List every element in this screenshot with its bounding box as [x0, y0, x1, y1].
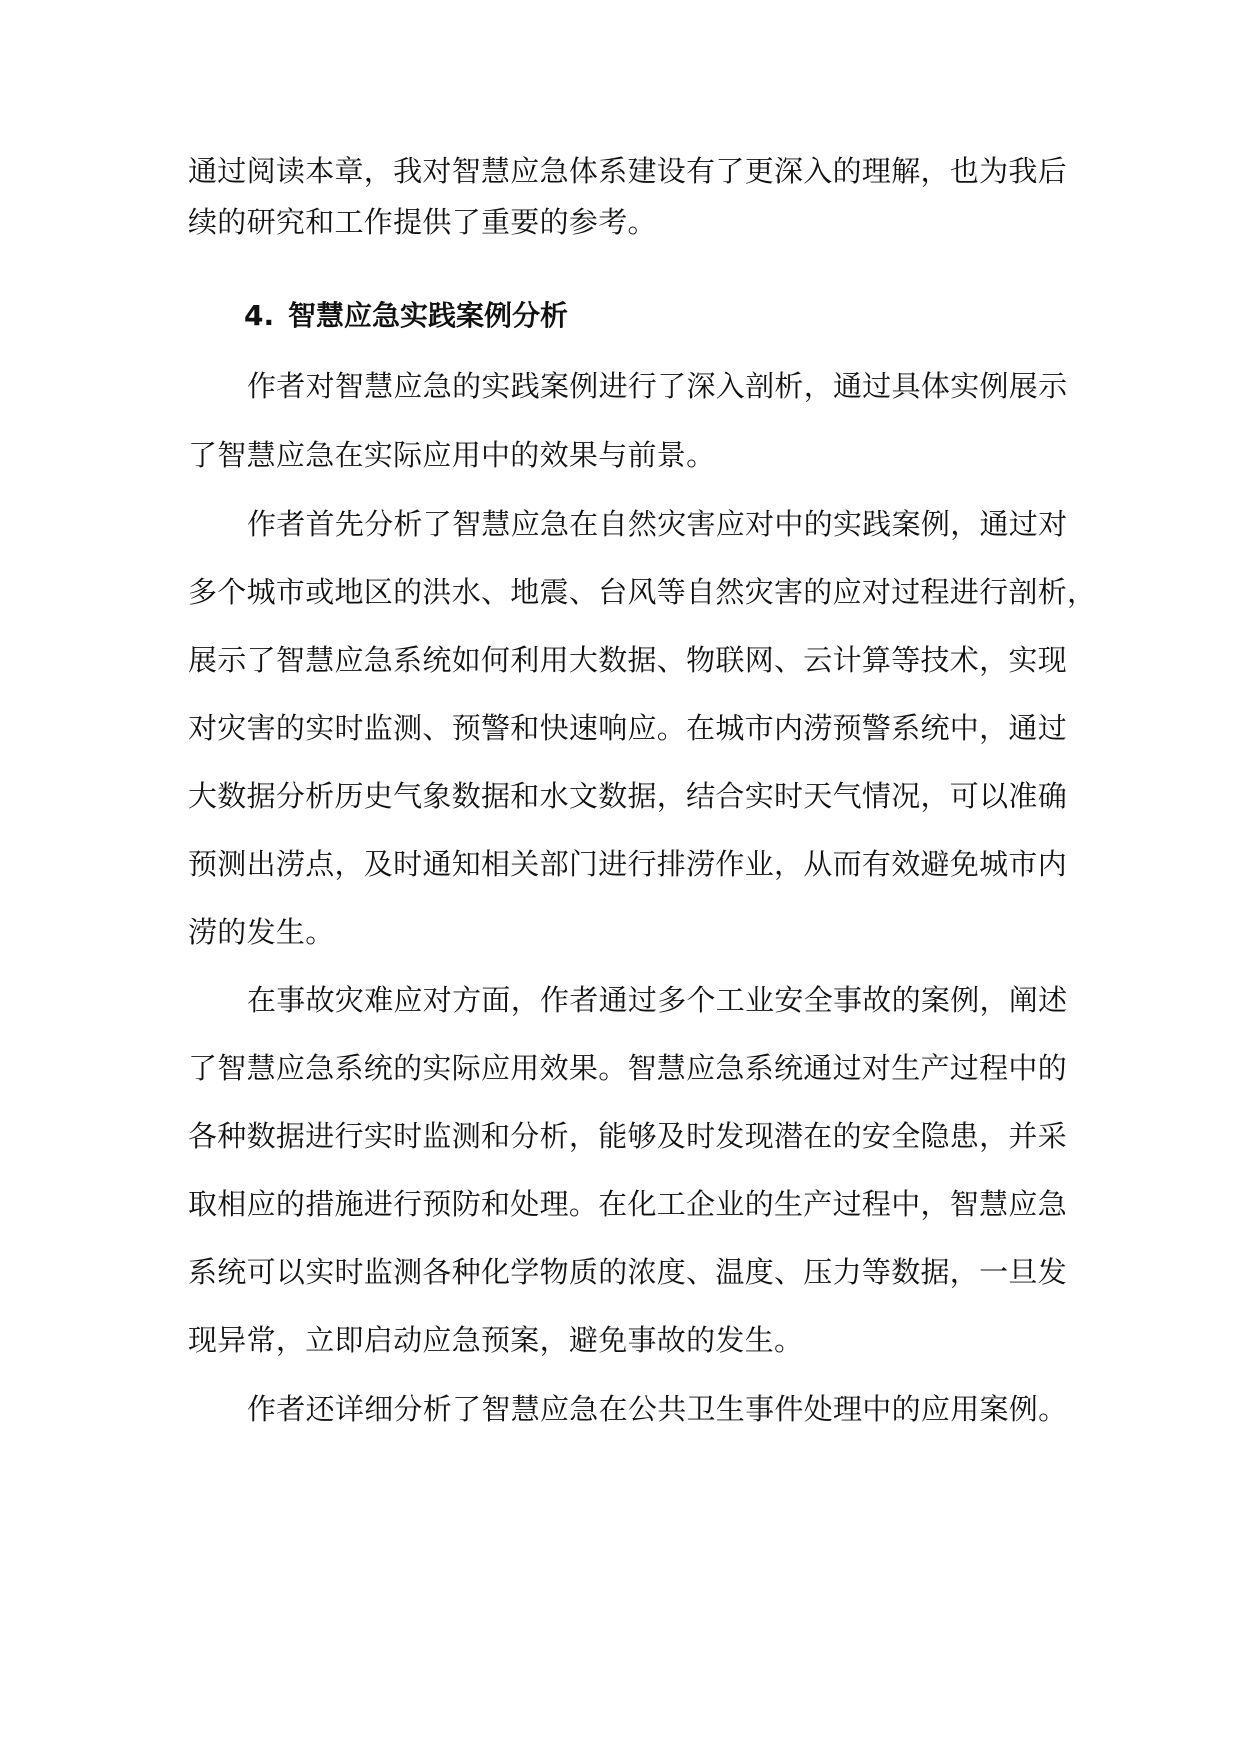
section-number: 4.	[244, 299, 275, 332]
text-line: 作者对智慧应急的实践案例进行了深入剖析，通过具体实例展示	[247, 369, 1068, 403]
text-line: 系统可以实时监测各种化学物质的浓度、温度、压力等数据，一旦发	[188, 1255, 1068, 1289]
text-line: 了智慧应急系统的实际应用效果。智慧应急系统通过对生产过程中的	[188, 1051, 1068, 1085]
text-line: 各种数据进行实时监测和分析，能够及时发现潜在的安全隐患，并采	[188, 1119, 1068, 1153]
section-heading	[244, 298, 568, 334]
text-line: 多个城市或地区的洪水、地震、台风等自然灾害的应对过程进行剖析，	[188, 575, 1097, 609]
text-line: 对灾害的实时监测、预警和快速响应。在城市内涝预警系统中，通过	[188, 711, 1068, 745]
text-line: 续的研究和工作提供了重要的参考。	[188, 205, 657, 239]
text-line: 展示了智慧应急系统如何利用大数据、物联网、云计算等技术，实现	[188, 643, 1068, 677]
text-line: 取相应的措施进行预防和处理。在化工企业的生产过程中，智慧应急	[188, 1187, 1068, 1221]
text-line: 涝的发生。	[188, 915, 335, 949]
text-line: 在事故灾难应对方面，作者通过多个工业安全事故的案例，阐述	[247, 983, 1068, 1017]
text-line: 作者还详细分析了智慧应急在公共卫生事件处理中的应用案例。	[247, 1392, 1068, 1426]
text-line: 大数据分析历史气象数据和水文数据，结合实时天气情况，可以准确	[188, 779, 1068, 813]
text-line: 预测出涝点，及时通知相关部门进行排涝作业，从而有效避免城市内	[188, 847, 1068, 881]
text-line: 通过阅读本章，我对智慧应急体系建设有了更深入的理解，也为我后	[188, 154, 1068, 188]
text-line: 现异常，立即启动应急预案，避免事故的发生。	[188, 1323, 804, 1357]
text-line: 作者首先分析了智慧应急在自然灾害应对中的实践案例，通过对	[247, 507, 1068, 541]
section-title: 智慧应急实践案例分析	[288, 299, 569, 332]
text-line: 了智慧应急在实际应用中的效果与前景。	[188, 438, 716, 472]
